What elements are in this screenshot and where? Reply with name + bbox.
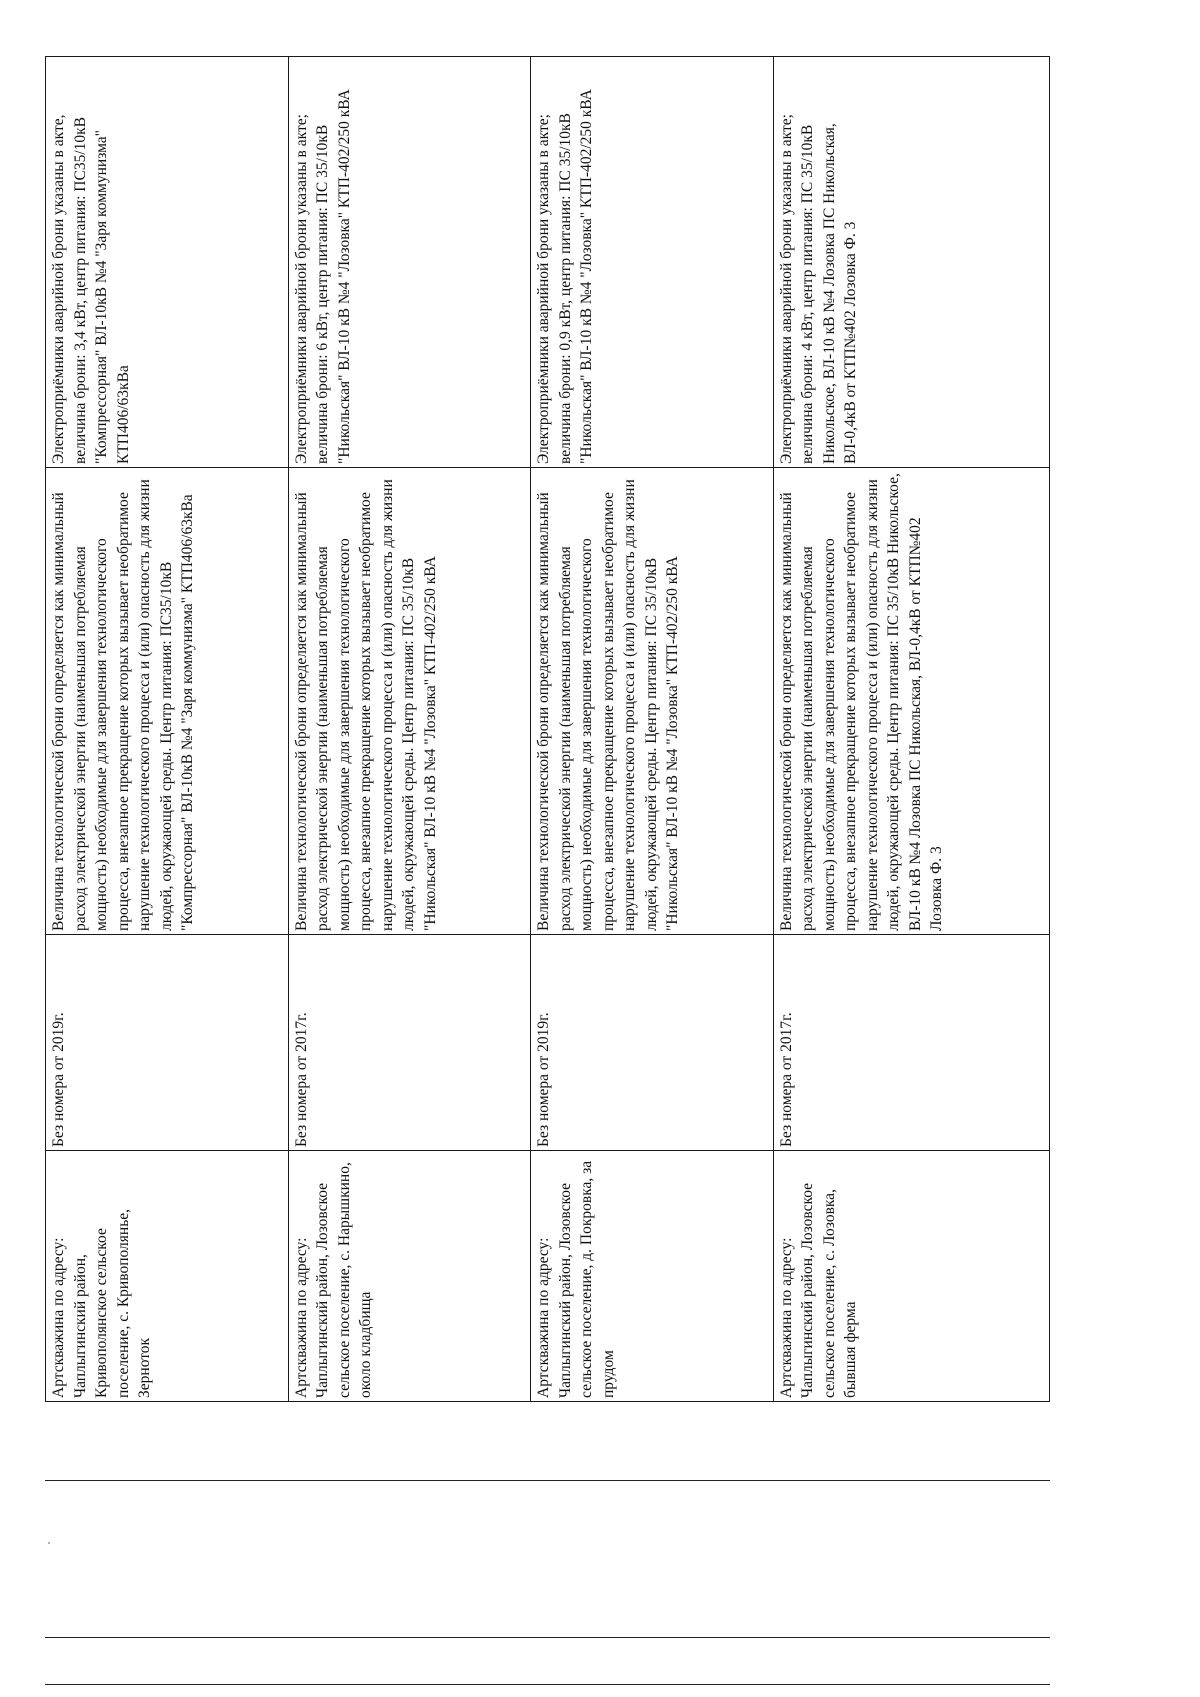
reservation-table [45,56,1050,1402]
object-cell: Артскважина по адресу: Чаплыгинский район, Кривополянское сельское поселение, с. Кривополянье, Зерноток [46,1151,289,1402]
act-cell: Без номера от 2017г. [288,935,531,1151]
horizontal-rule [45,1637,1050,1638]
object-cell: Артскважина по адресу: Чаплыгинский район, Лозовское сельское поселение, с. Нарышкино, около кладбища [288,1151,531,1402]
object-cell: Артскважина по адресу: Чаплыгинский район, Лозовское сельское поселение, с. Лозовка, бывшая ферма [773,1151,1049,1402]
technological-reserve-cell: Величина технологической брони определяется как минимальный расход электрической энергии (наименьшая потребляемая мощность) необходимые для завершения технологического процесса, внезапное прекращение которых вызывает необратимое нарушение технологического процесса и (или) опасность для жизни людей, окружающей среды. Центр питания: ПС35/10кВ "Компрессорная" ВЛ-10кВ №4 "Заря коммунизма" КТП406/63кВа [46,468,289,935]
act-cell: Без номера от 2017г. [773,935,1049,1151]
table-row [46,57,289,1402]
scan-speck [48,1542,50,1544]
horizontal-rule [45,1684,1050,1685]
technological-reserve-cell: Величина технологической брони определяется как минимальный расход электрической энергии (наименьшая потребляемая мощность) необходимые для завершения технологического процесса, внезапное прекращение которых вызывает необратимое нарушение технологического процесса и (или) опасность для жизни людей, окружающей среды. Центр питания: ПС 35/10кВ "Никольская" ВЛ-10 кВ №4 "Лозовка" КТП-402/250 кВА [288,468,531,935]
table-row [288,57,531,1402]
act-cell: Без номера от 2019г. [46,935,289,1151]
object-cell: Артскважина по адресу: Чаплыгинский район, Лозовское сельское поселение, д. Покровка, за прудом [531,1151,774,1402]
table-row [531,57,774,1402]
horizontal-rule [45,1480,1050,1481]
rotated-table-wrapper [45,57,1050,1402]
technological-reserve-cell: Величина технологической брони определяется как минимальный расход электрической энергии (наименьшая потребляемая мощность) необходимые для завершения технологического процесса, внезапное прекращение которых вызывает необратимое нарушение технологического процесса и (или) опасность для жизни людей, окружающей среды. Центр питания: ПС 35/10кВ "Никольская" ВЛ-10 кВ №4 "Лозовка" КТП-402/250 кВА [531,468,774,935]
emergency-reserve-cell: Электроприёмники аварийной брони указаны в акте; величина брони: 4 кВт, центр питания: ПС 35/10кВ Никольское, ВЛ-10 кВ №4 Лозовка ПС Никольская, ВЛ-0,4кВ от КТП№402 Лозовка Ф. 3 [773,57,1049,468]
table-row [773,57,1049,1402]
technological-reserve-cell: Величина технологической брони определяется как минимальный расход электрической энергии (наименьшая потребляемая мощность) необходимые для завершения технологического процесса, внезапное прекращение которых вызывает необратимое нарушение технологического процесса и (или) опасность для жизни людей, окружающей среды. Центр питания: ПС 35/10кВ Никольское, ВЛ-10 кВ №4 Лозовка ПС Никольская, ВЛ-0,4кВ от КТП№402 Лозовка Ф. 3 [773,468,1049,935]
emergency-reserve-cell: Электроприёмники аварийной брони указаны в акте; величина брони: 0,9 кВт, центр питания: ПС 35/10кВ "Никольская" ВЛ-10 кВ №4 "Лозовка" КТП-402/250 кВА [531,57,774,468]
emergency-reserve-cell: Электроприёмники аварийной брони указаны в акте, величина брони: 3,4 кВт, центр питания: ПС35/10кВ "Компрессорная" ВЛ-10кВ №4 "Заря коммунизма" КТП406/63кВа [46,57,289,468]
act-cell: Без номера от 2019г. [531,935,774,1151]
emergency-reserve-cell: Электроприёмники аварийной брони указаны в акте; величина брони: 6 кВт, центр питания: ПС 35/10кВ "Никольская" ВЛ-10 кВ №4 "Лозовка" КТП-402/250 кВА [288,57,531,468]
